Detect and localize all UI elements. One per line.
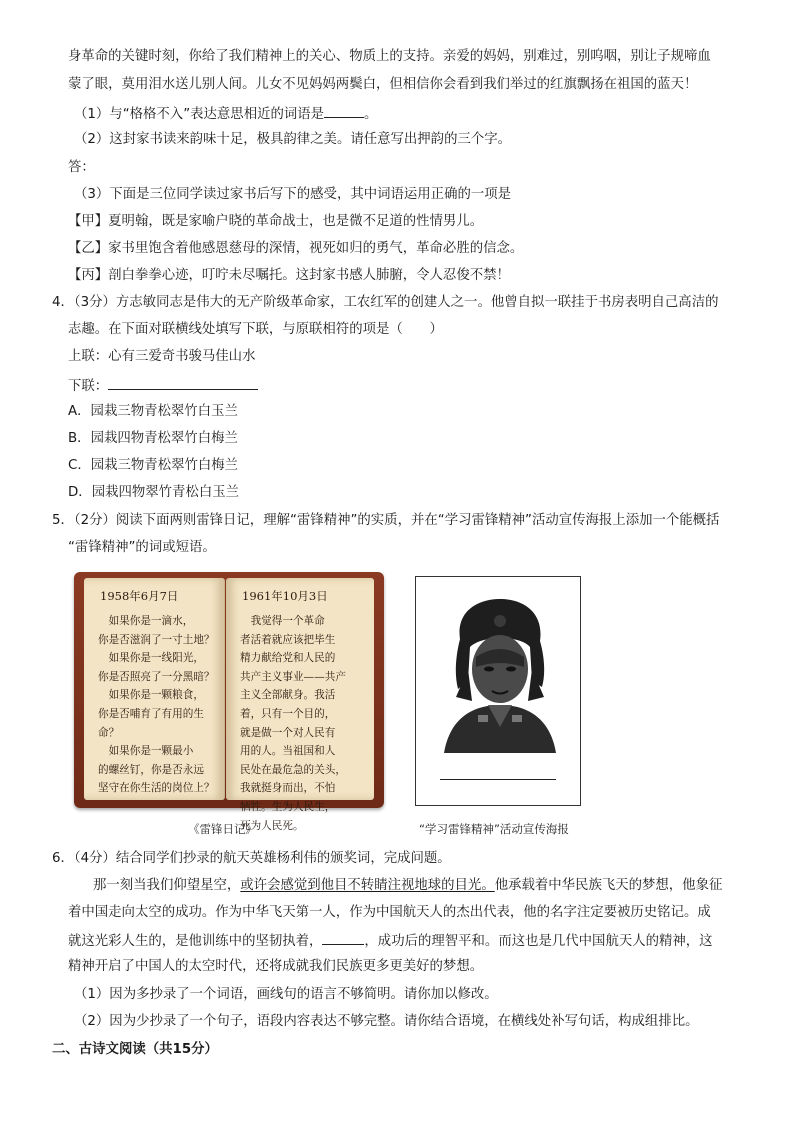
question-3-sub-3: （3）下面是三位同学读过家书后写下的感受，其中词语运用正确的一项是: [74, 187, 512, 202]
diary-date-right: 1961年10月3日: [242, 589, 328, 603]
question-5-stem-cont: “雷锋精神”的词或短语。: [68, 540, 216, 555]
q6-paragraph-line: [93, 876, 722, 896]
couplet-lower: [68, 375, 258, 397]
question-6-sub-1: （1）因为多抄录了一个词语，画线句的语言不够简明。请你加以修改。: [74, 987, 498, 1002]
q6-paragraph-line: 精神开启了中国人的太空时代，还将成就我们民族更多更美好的梦想。: [68, 959, 484, 974]
question-6-sub-2: （2）因为少抄录了一个句子，语段内容表达不够完整。请你结合语境，在横线处补写句话，构成组排比。: [74, 1014, 699, 1029]
question-6-stem: 6．（4分）结合同学们抄录的航天英雄杨利伟的颁奖词，完成问题。: [52, 851, 451, 866]
lei-feng-portrait-icon: [416, 577, 580, 777]
question-4-stem: 4．（3分）方志敏同志是伟大的无产阶级革命家，工农红军的创建人之一。他曾自拟一联挂于书房表明自己高洁的: [52, 295, 719, 310]
sub-question-end: 。: [364, 107, 378, 122]
couplet-lower-label: 下联：: [68, 379, 109, 394]
passage-line: 身革命的关键时刻，你给了我们精神上的关心、物质上的支持。亲爱的妈妈，别难过，别呜咽，别让子规啼血: [68, 49, 711, 64]
answer-blank: [322, 930, 364, 945]
question-3-sub-2: （2）这封家书读来韵味十足，极具韵律之美。请任意写出押韵的三个字。: [74, 132, 512, 147]
q6-text: 那一刻当我们仰望星空，: [93, 878, 241, 893]
poster-answer-blank: [440, 779, 556, 780]
diary-page-left: [84, 578, 225, 800]
answer-blank: [324, 103, 364, 118]
q6-text: 他承载着中华民族飞天的梦想，他象征: [494, 878, 723, 893]
caption-book: 《雷锋日记》: [188, 822, 257, 836]
lei-feng-poster: [415, 576, 581, 806]
answer-blank: [108, 375, 258, 390]
question-3-sub-1: [74, 103, 377, 125]
option-a: A．园栽三物青松翠竹白玉兰: [68, 404, 238, 419]
caption-poster: “学习雷锋精神”活动宣传海报: [419, 822, 569, 836]
option-c: C．园栽三物青松翠竹白梅兰: [68, 458, 239, 473]
diary-page-right: [226, 578, 374, 832]
passage-line: 蒙了眼，莫用泪水送儿别人间。儿女不见妈妈两鬓白，但相信你会看到我们举过的红旗飘扬在祖国的蓝天！: [68, 77, 698, 92]
underlined-sentence: 或许会感觉到他目不转睛注视地球的目光。: [240, 878, 495, 893]
diary-date-left: 1958年6月7日: [100, 589, 179, 603]
q6-paragraph-line: 着中国走向太空的成功。作为中华飞天第一人，作为中国航天人的杰出代表，他的名字注定要被历史铭记。成: [68, 905, 711, 920]
couplet-upper: 上联：心有三爱奇书骏马佳山水: [68, 349, 256, 364]
option-jia: 【甲】夏明翰，既是家喻户晓的革命战士，也是微不足道的性情男儿。: [68, 214, 484, 229]
q6-text: 就这光彩人生的，是他训练中的坚韧执着，: [68, 934, 323, 949]
diary-text-left: 如果你是一滴水， 你是否滋润了一寸土地？ 如果你是一线阳光， 你是否照亮了一分黑暗？ 如果你是一颗粮食， 你是否哺育了有用的生 命？ 如果你是一颗最小 的螺丝钉，你是否永远 坚守在你生活的岗位上？: [98, 615, 215, 795]
option-bing: 【丙】剖白拳拳心迹，叮咛未尽嘱托。这封家书感人肺腑，令人忍俊不禁！: [68, 268, 510, 283]
option-yi: 【乙】家书里饱含着他感恩慈母的深情，视死如归的勇气，革命必胜的信念。: [68, 241, 524, 256]
q6-text: ，成功后的理智平和。而这也是几代中国航天人的精神，这: [364, 934, 713, 949]
diary-text-right: 我觉得一个革命 者活着就应该把毕生 精力献给党和人民的 共产主义事业——共产 主义全部献身。我活 着，只有一个目的， 就是做一个对人民有 用的人。当祖国和人 民处在最危急的关头， 我就挺身而出，不怕 牺牲。生为人民生， 死为人民死。: [240, 615, 346, 832]
question-5-stem: 5．（2分）阅读下面两则雷锋日记，理解“雷锋精神”的实质，并在“学习雷锋精神”活动宣传海报上添加一个能概括: [52, 513, 720, 528]
section-heading: 二、古诗文阅读（共15分）: [52, 1042, 218, 1057]
sub-question-text: （1）与“格格不入”表达意思相近的词语是: [74, 107, 325, 122]
answer-label: 答：: [68, 160, 95, 175]
option-b: B．园栽四物青松翠竹白梅兰: [68, 431, 238, 446]
question-4-stem-cont: 志趣。在下面对联横线处填写下联，与原联相符的项是（ ）: [68, 322, 443, 337]
q6-paragraph-line: [68, 930, 713, 952]
option-d: D．园栽四物翠竹青松白玉兰: [68, 485, 239, 500]
